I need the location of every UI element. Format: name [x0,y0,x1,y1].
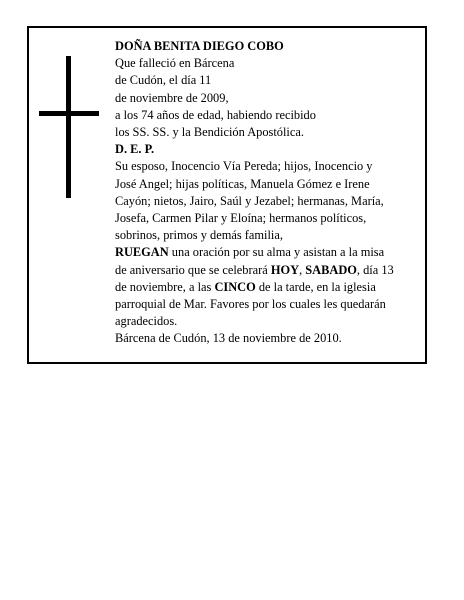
dep-heading: D. E. P. [115,142,155,157]
request-line: RUEGAN una oración por su alma y asistan a la misa [115,245,385,260]
cinco-word: CINCO [214,279,256,294]
hoy-word: HOY [270,262,300,277]
request-line: agradecidos. [115,314,178,329]
cross-horizontal-bar [39,111,99,116]
intro-line: a los 74 años de edad, habiendo recibido [115,107,316,122]
deceased-name: DOÑA BENITA DIEGO COBO [115,39,284,53]
family-line: Cayón; nietos, Jairo, Saúl y Jezabel; hermanas, María, [115,193,384,208]
request-line: parroquial de Mar. Favores por los cuales les quedarán [115,297,386,312]
sabado-word: SABADO [305,262,357,277]
request-line: de noviembre, a las CINCO de la tarde, en la iglesia [115,279,376,294]
closing-line: Bárcena de Cudón, 13 de noviembre de 2010. [115,331,342,346]
intro-line: de noviembre de 2009, [115,90,229,105]
cross-vertical-bar [66,56,71,198]
intro-line: Que falleció en Bárcena [115,56,235,71]
family-line: Su esposo, Inocencio Vía Pereda; hijos, Inocencio y [115,159,373,174]
family-line: sobrinos, primos y demás familia, [115,228,283,243]
request-line: de aniversario que se celebrará HOY, SABADO, día 13 [115,262,394,277]
family-line: José Angel; hijas políticas, Manuela Gómez e Irene [115,176,370,191]
obituary-text [115,38,425,348]
ruegan-word: RUEGAN [115,245,169,260]
intro-line: los SS. SS. y la Bendición Apostólica. [115,125,304,140]
family-line: Josefa, Carmen Pilar y Eloína; hermanos políticos, [115,211,367,226]
obituary-notice [27,26,427,364]
intro-line: de Cudón, el día 11 [115,73,212,88]
cross-icon [39,56,99,198]
